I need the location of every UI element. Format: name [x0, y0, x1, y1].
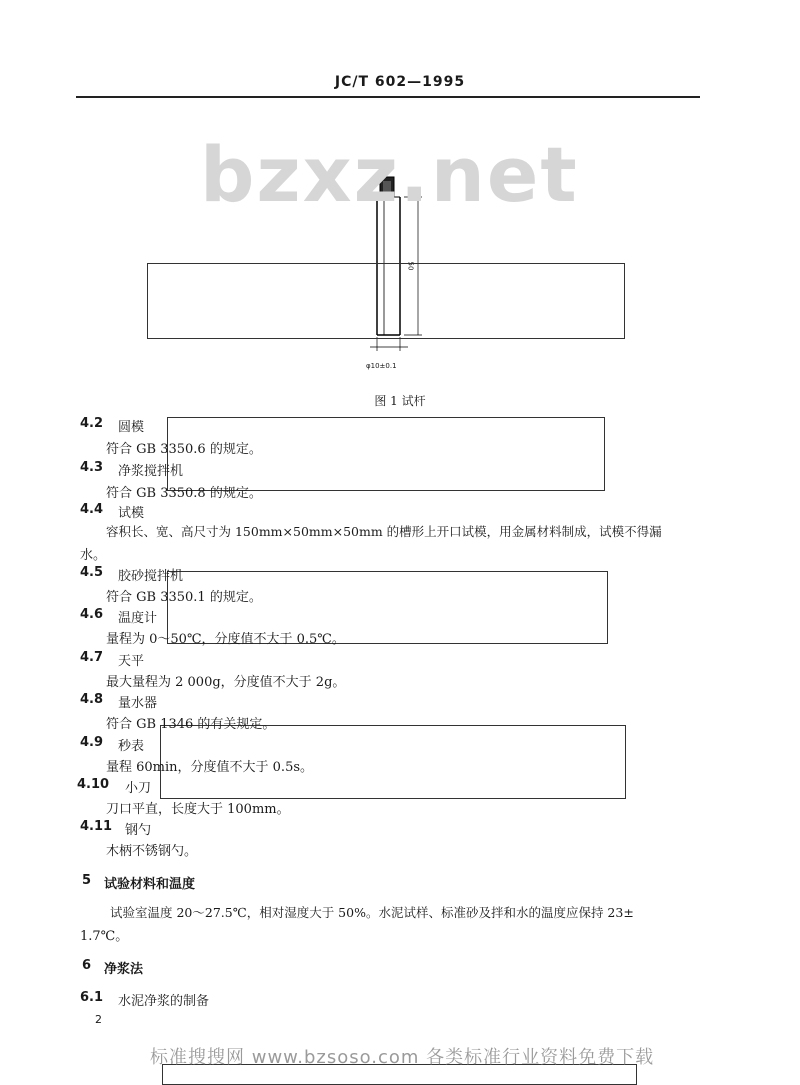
section-number: 4.4 — [80, 502, 104, 517]
site-watermark: bzxz.net — [200, 130, 579, 219]
overlay-box — [147, 263, 625, 339]
subsection-number: 6.1 — [80, 990, 104, 1005]
section-number: 4.7 — [80, 650, 104, 665]
section-title: 秒表 — [118, 739, 145, 754]
header-rule — [76, 96, 700, 98]
section-title: 胶砂搅拌机 — [118, 569, 184, 584]
section-body: 符合 GB 1346 的有关规定。 — [106, 717, 276, 732]
section-number: 4.9 — [80, 735, 104, 750]
section-title: 温度计 — [118, 611, 158, 626]
section-body: 刀口平直，长度大于 100mm。 — [106, 802, 290, 817]
section-title: 钢勺 — [125, 823, 152, 838]
subsection-title: 水泥净浆的制备 — [118, 994, 210, 1009]
section-number: 4.3 — [80, 460, 104, 475]
section-title: 净浆法 — [104, 962, 144, 977]
section-body: 试验室温度 20～27.5℃，相对湿度大于 50%。水泥试样、标准砂及拌和水的温度应保持 23± — [110, 905, 634, 920]
figure-caption: 图 1 试杆 — [374, 394, 426, 408]
section-body: 最大量程为 2 000g，分度值不大于 2g。 — [106, 675, 346, 690]
section-number: 4.11 — [80, 819, 113, 834]
section-title: 试验材料和温度 — [104, 877, 196, 892]
rod-diameter-dimension: φ10±0.1 — [366, 362, 397, 370]
section-title: 圆模 — [118, 420, 145, 435]
section-title: 量水器 — [118, 696, 158, 711]
section-title: 净浆搅拌机 — [118, 464, 184, 479]
section-title: 小刀 — [125, 781, 152, 796]
section-body: 符合 GB 3350.1 的规定。 — [106, 590, 262, 605]
section-body: 1.7℃。 — [80, 929, 129, 944]
section-body: 量程为 0～50℃，分度值不大于 0.5℃。 — [106, 632, 345, 647]
section-body: 量程 60min，分度值不大于 0.5s。 — [106, 760, 314, 775]
section-number: 4.8 — [80, 692, 104, 707]
footer-watermark: 标准搜搜网 www.bzsoso.com 各类标准行业资料免费下载 — [150, 1047, 655, 1068]
section-body: 容积长、宽、高尺寸为 150mm×50mm×50mm 的槽形上开口试模，用金属材料制成，试模不得漏 — [106, 524, 662, 539]
section-body: 水。 — [80, 548, 107, 563]
document-code: JC/T 602—1995 — [334, 74, 466, 90]
section-number: 4.10 — [77, 777, 110, 792]
section-number: 4.5 — [80, 565, 104, 580]
section-title: 试模 — [118, 506, 145, 521]
section-number: 4.6 — [80, 607, 104, 622]
section-body: 符合 GB 3350.6 的规定。 — [106, 442, 262, 457]
section-number: 5 — [82, 873, 92, 888]
section-body: 符合 GB 3350.8 的规定。 — [106, 486, 262, 501]
section-number: 6 — [82, 958, 92, 973]
section-body: 木柄不锈钢勺。 — [106, 844, 198, 859]
section-number: 4.2 — [80, 416, 104, 431]
page-number: 2 — [95, 1013, 102, 1026]
section-title: 天平 — [118, 654, 145, 669]
rod-height-dimension: 50 — [406, 261, 415, 271]
